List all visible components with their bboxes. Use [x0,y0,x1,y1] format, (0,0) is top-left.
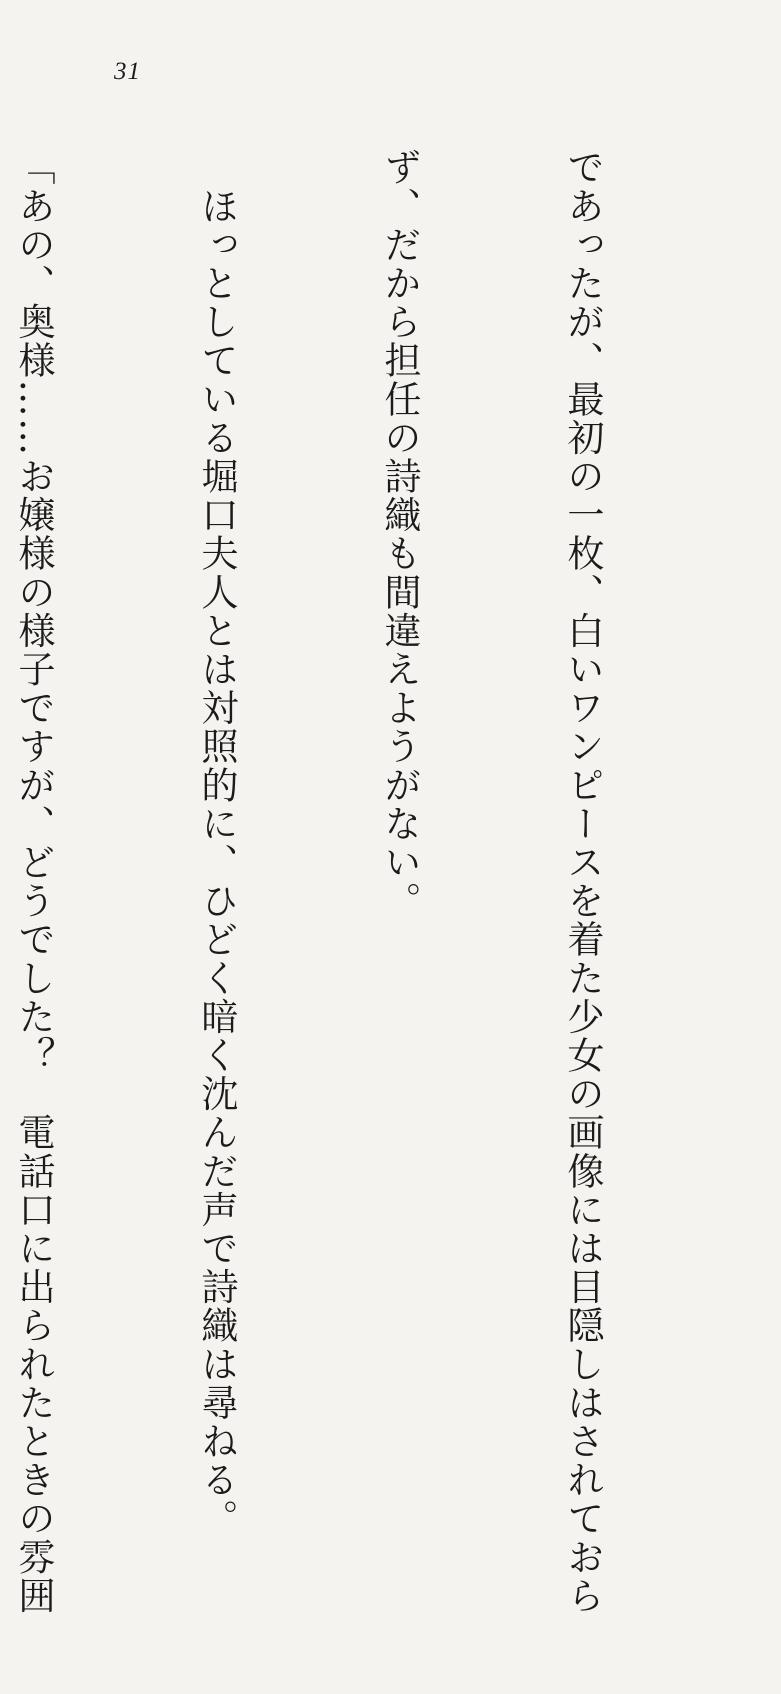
text-line-2: ず、だから担任の詩織も間違えようがない。 [378,148,422,920]
text-line-1: であったが、最初の一枚、白いワンピースを着た少女の画像には目隠しはされておら [561,148,605,1615]
text-line-3: ほっとしている堀口夫人とは対照的に、ひどく暗く沈んだ声で詩織は尋ねる。 [195,148,239,1538]
body-text [0,148,735,1615]
text-line-4: 「あの、奥様……お嬢様の様子ですが、どうでした？ 電話口に出られたときの雰囲 [12,148,56,1615]
page-number: 31 [114,58,141,85]
